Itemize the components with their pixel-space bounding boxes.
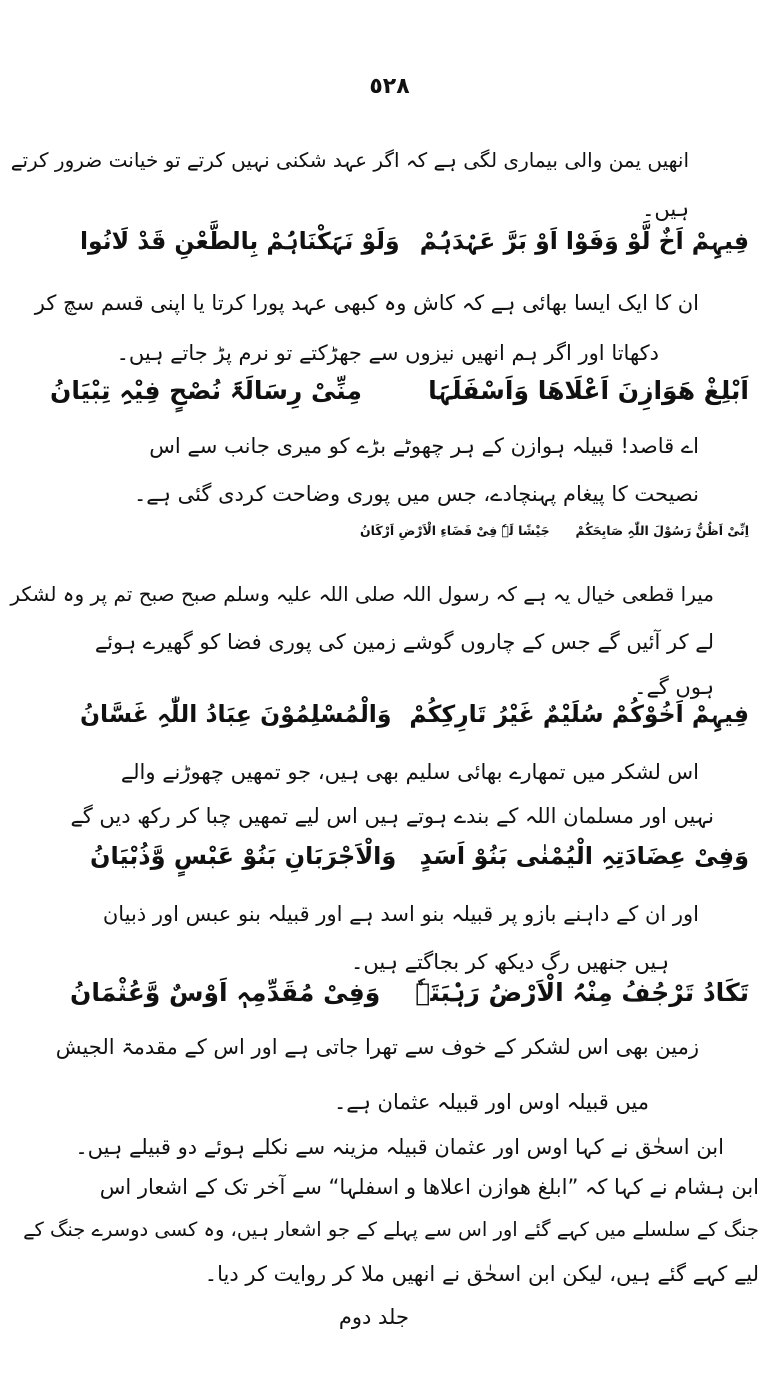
translation-line: نصیحت کا پیغام پہنچادے، جس میں پوری وضاحت کردی گئی ہے۔	[133, 482, 699, 506]
translation-line: ہوں گے۔	[634, 675, 714, 699]
verse-hemistich-right: فِیہِمْ اَخُوْکُمْ سُلَیْمٌ غَیْرُ تَارِکِکُمْ	[409, 700, 749, 728]
verse-hemistich-right: فِیہِمْ اَخٌ لَّوْ وَفَوْا اَوْ بَرَّ عَہْدَہُمْ	[419, 227, 749, 255]
translation-line: زمین بھی اس لشکر کے خوف سے تھرا جاتی ہے اور اس کے مقدمۃ الجیش	[55, 1035, 699, 1059]
verse-hemistich-right: اَبْلِغْ ھَوَازِنَ اَعْلَاھَا وَاَسْفَلَہَا	[428, 376, 749, 405]
intro-line: ہیں۔	[642, 197, 689, 221]
verse-hemistich-left: مِنِّیْ رِسَالَۃَ نُصْحٍ فِیْہِ تِبْیَانُ	[50, 376, 362, 405]
verse-hemistich-left: وَالْاَجْرَبَانِ بَنُوْ عَبْسٍ وَّذُبْیَانُ	[90, 842, 397, 870]
verse-hemistich-left: وَفِیْ مُقَدِّمِہٖ اَوْسٌ وَّعُثْمَانُ	[70, 978, 381, 1007]
verse-hemistich-left: جَیْشًا لَہٗ فِیْ فَضَاءِ الْاَرْضِ اَرْکَانُ	[360, 523, 550, 538]
translation-line: دکھاتا اور اگر ہم انھیں نیزوں سے جھڑکتے تو نرم پڑ جاتے ہیں۔	[116, 341, 659, 365]
verse-hemistich-right: اِنِّیْ اَظُنُّ رَسُوْلَ اللّٰہِ صَابِحَکُمْ	[575, 523, 749, 538]
volume-footer: جلد دوم	[338, 1305, 409, 1329]
translation-line: ان کا ایک ایسا بھائی ہے کہ کاش وہ کبھی عہد پورا کرتا یا اپنی قسم سچ کر	[34, 291, 699, 315]
note-line: لیے کہے گئے ہیں، لیکن ابن اسحٰق نے انھیں ملا کر روایت کر دیا۔	[204, 1262, 759, 1286]
note-line: ابن ہشام نے کہا کہ ”ابلغ ھوازن اعلاھا و اسفلہا“ سے آخر تک کے اشعار اس	[99, 1175, 759, 1199]
page-number: ٥٢٨	[369, 74, 410, 99]
translation-line: میں قبیلہ اوس اور قبیلہ عثمان ہے۔	[333, 1090, 649, 1114]
verse-hemistich-right: تَکَادُ تَرْجُفُ مِنْہُ الْاَرْضُ رَہْبَتَہٗ	[415, 978, 749, 1007]
intro-line: انھیں یمن والی بیماری لگی ہے کہ اگر عہد شکنی نہیں کرتے تو خیانت ضرور کرتے	[10, 148, 689, 172]
translation-line: نہیں اور مسلمان اللہ کے بندے ہوتے ہیں اس لیے تمھیں چبا کر رکھ دیں گے	[70, 804, 714, 828]
verse-hemistich-left: وَالْمُسْلِمُوْنَ عِبَادُ اللّٰہِ غَسَّانُ	[80, 700, 392, 728]
note-line: ابن اسحٰق نے کہا اوس اور عثمان قبیلہ مزینہ سے نکلے ہوئے دو قبیلے ہیں۔	[75, 1135, 724, 1159]
translation-line: میرا قطعی خیال یہ ہے کہ رسول اللہ صلی اللہ علیہ وسلم صبح صبح تم پر وہ لشکر	[10, 582, 714, 606]
translation-line: لے کر آئیں گے جس کے چاروں گوشے زمین کی پوری فضا کو گھیرے ہوئے	[94, 630, 714, 654]
verse-hemistich-right: وَفِیْ عِضَادَتِہِ الْیُمْنٰی بَنُوْ اَسَدٍ	[419, 842, 749, 870]
note-line: جنگ کے سلسلے میں کہے گئے اور اس سے پہلے کے جو اشعار ہیں، وہ کسی دوسرے جنگ کے	[23, 1218, 759, 1241]
translation-line: اے قاصد! قبیلہ ہوازن کے ہر چھوٹے بڑے کو میری جانب سے اس	[149, 434, 699, 458]
verse-hemistich-left: وَلَوْ نَہَکْنَاہُمْ بِالطَّعْنِ قَدْ لَانُوا	[80, 227, 400, 255]
translation-line: اور ان کے داہنے بازو پر قبیلہ بنو اسد ہے اور قبیلہ بنو عبس اور ذبیان	[102, 902, 699, 926]
translation-line: اس لشکر میں تمھارے بھائی سلیم بھی ہیں، جو تمھیں چھوڑنے والے	[120, 760, 699, 784]
translation-line: ہیں جنھیں رگ دیکھ کر بجاگتے ہیں۔	[351, 950, 669, 974]
